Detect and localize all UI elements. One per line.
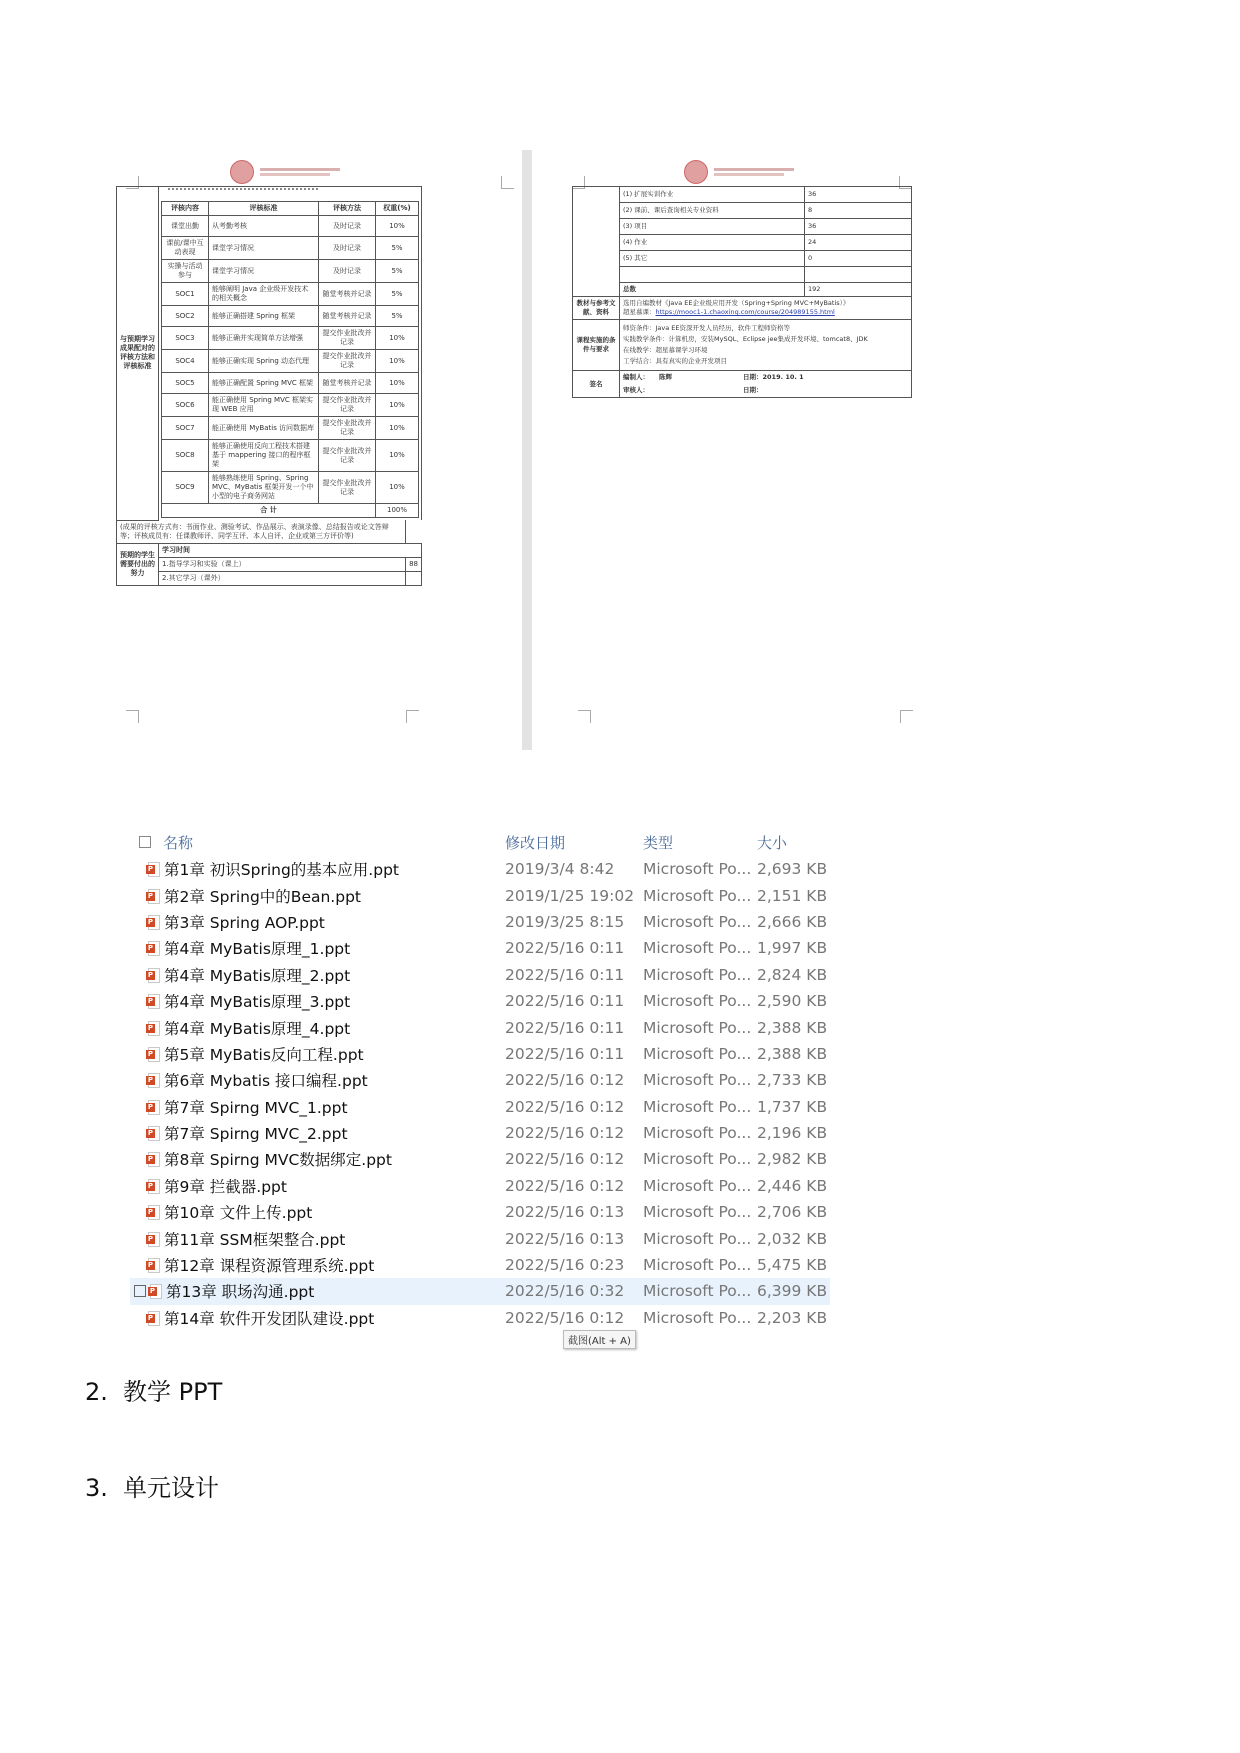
- assessment-row: [162, 260, 419, 283]
- assessment-row: [162, 216, 419, 237]
- sign-cell: [620, 371, 912, 398]
- hours-item: [620, 267, 805, 283]
- file-row[interactable]: [130, 1041, 830, 1067]
- assessment-row: [162, 417, 419, 440]
- file-name-cell[interactable]: [130, 1096, 505, 1118]
- ppt-file-icon: P: [146, 862, 160, 876]
- hours-blank-label: [573, 187, 620, 297]
- ppt-file-icon: P: [146, 1232, 160, 1246]
- hours-value: [805, 267, 912, 283]
- assessment-cell: 课堂学习情况: [209, 237, 319, 260]
- file-date: 2022/5/16 0:11: [505, 992, 625, 1011]
- file-size: 6,399 KB: [757, 1282, 828, 1301]
- file-name-cell[interactable]: [130, 1201, 505, 1223]
- file-name-cell[interactable]: [130, 1254, 505, 1276]
- file-name: 第12章 课程资源管理系统.ppt: [164, 1257, 375, 1276]
- hours-value: 36: [805, 219, 912, 235]
- file-size: 1,997 KB: [757, 939, 828, 958]
- document-preview: [120, 150, 920, 750]
- assessment-cell: 实操与活动参与: [162, 260, 209, 283]
- mooc-link: https://mooc1-1.chaoxing.com/course/204989155.html: [655, 308, 835, 316]
- assessment-cell: 提交作业批改并记录: [319, 417, 376, 440]
- effort-row-label: 1.指导学习和实验（课上）: [159, 557, 406, 571]
- file-size: 2,824 KB: [757, 965, 828, 984]
- file-name-cell[interactable]: [130, 1148, 505, 1170]
- assessment-cell: 能正确使用 MyBatis 访问数据库: [209, 417, 319, 440]
- file-type: Microsoft Po...: [643, 912, 752, 931]
- hours-item: (4) 作业: [620, 235, 805, 251]
- file-type: Microsoft Po...: [643, 860, 752, 879]
- file-row[interactable]: [130, 1225, 830, 1251]
- column-size-header[interactable]: 大小: [757, 833, 788, 852]
- assessment-cell: 从考勤考核: [209, 216, 319, 237]
- file-name: 第10章 文件上传.ppt: [164, 1204, 313, 1223]
- sign-label: 签名: [573, 371, 620, 398]
- materials-cell: [620, 297, 912, 320]
- assessment-cell: SOC8: [162, 440, 209, 472]
- file-name: 第7章 Spirng MVC_1.ppt: [164, 1098, 348, 1117]
- ppt-file-icon: P: [146, 1152, 160, 1166]
- ppt-file-icon: P: [146, 1205, 160, 1219]
- file-row[interactable]: [130, 1014, 830, 1040]
- file-row[interactable]: [130, 1067, 830, 1093]
- date-value: 2019. 10. 1: [762, 373, 804, 381]
- file-date: 2022/5/16 0:12: [505, 1150, 625, 1169]
- file-name-cell[interactable]: [130, 885, 505, 907]
- file-type: Microsoft Po...: [643, 1203, 752, 1222]
- assessment-cell: 10%: [376, 216, 419, 237]
- file-size: 2,446 KB: [757, 1176, 828, 1195]
- file-size: 2,693 KB: [757, 860, 828, 879]
- file-name: 第13章 职场沟通.ppt: [166, 1283, 315, 1302]
- ppt-file-icon: P: [146, 941, 160, 955]
- reviewer-label: 审核人：: [623, 386, 649, 394]
- hours-item: (3) 项目: [620, 219, 805, 235]
- file-type: Microsoft Po...: [643, 1097, 752, 1116]
- section-heading-ppt: [85, 1372, 222, 1407]
- file-type: Microsoft Po...: [643, 992, 752, 1011]
- file-date: 2022/5/16 0:23: [505, 1256, 625, 1275]
- effort-row-label: 2.其它学习（课外）: [159, 571, 406, 585]
- file-name-cell[interactable]: [130, 964, 505, 986]
- assessment-cell: 提交作业批改并记录: [319, 440, 376, 472]
- ppt-file-icon: P: [146, 1073, 160, 1087]
- assessment-row: [162, 394, 419, 417]
- file-type: Microsoft Po...: [643, 1229, 752, 1248]
- file-date: 2022/5/16 0:12: [505, 1176, 625, 1195]
- hours-value: 8: [805, 203, 912, 219]
- heading-number: 2.: [85, 1378, 108, 1406]
- assessment-cell: 课堂学习情况: [209, 260, 319, 283]
- file-type: Microsoft Po...: [643, 1282, 752, 1301]
- file-list: [130, 828, 830, 1331]
- assessment-row: [162, 327, 419, 350]
- hours-total-value: 192: [805, 283, 912, 297]
- heading-text: 教学 PPT: [123, 1378, 223, 1406]
- assessment-cell: 10%: [376, 440, 419, 472]
- doc-page-right: [572, 150, 912, 750]
- file-row[interactable]: [130, 1146, 830, 1172]
- file-name-cell[interactable]: [130, 1307, 505, 1329]
- assessment-cell: 课堂出勤: [162, 216, 209, 237]
- page-corner-mark: [578, 710, 591, 723]
- file-row[interactable]: [130, 988, 830, 1014]
- file-row[interactable]: [130, 935, 830, 961]
- assessment-cell: 5%: [376, 237, 419, 260]
- file-row[interactable]: [130, 1173, 830, 1199]
- page-divider: [522, 150, 532, 750]
- assessment-cell: 提交作业批改并记录: [319, 327, 376, 350]
- materials-label: 教材与参考文献、资料: [573, 297, 620, 320]
- file-name: 第4章 MyBatis原理_2.ppt: [164, 966, 351, 985]
- effort-row-value: 88: [406, 557, 422, 571]
- ppt-file-icon: P: [146, 1179, 160, 1193]
- file-date: 2019/3/4 8:42: [505, 860, 615, 879]
- assessment-row: [162, 350, 419, 373]
- file-date: 2022/5/16 0:11: [505, 939, 625, 958]
- assessment-cell: 及时记录: [319, 237, 376, 260]
- file-type: Microsoft Po...: [643, 965, 752, 984]
- file-size: 2,590 KB: [757, 992, 828, 1011]
- doc-page-left: [120, 150, 520, 750]
- file-type: Microsoft Po...: [643, 1176, 752, 1195]
- col-header: 评核内容: [162, 202, 209, 216]
- condition-line: 在线教学：超星慕课学习环境: [623, 346, 708, 354]
- file-date: 2022/5/16 0:12: [505, 1097, 625, 1116]
- ppt-file-icon: P: [148, 1284, 162, 1298]
- col-header: 权重(%): [376, 202, 419, 216]
- file-type: Microsoft Po...: [643, 1308, 752, 1327]
- file-type: Microsoft Po...: [643, 939, 752, 958]
- file-name-cell[interactable]: [130, 1069, 505, 1091]
- assessment-cell: SOC3: [162, 327, 209, 350]
- file-size: 2,196 KB: [757, 1124, 828, 1143]
- page-corner-mark: [900, 710, 913, 723]
- date-label: 日期：: [743, 373, 763, 381]
- file-name-cell[interactable]: [130, 1175, 505, 1197]
- mooc-label: 超星慕课：: [623, 308, 656, 316]
- column-name-label: 名称: [163, 833, 194, 852]
- file-date: 2022/5/16 0:12: [505, 1308, 625, 1327]
- page-corner-mark: [126, 710, 139, 723]
- logo-text: [714, 168, 794, 176]
- file-type: Microsoft Po...: [643, 1124, 752, 1143]
- file-name: 第4章 MyBatis原理_3.ppt: [164, 993, 351, 1012]
- conditions-label: 课程实施的条件与要求: [573, 320, 620, 371]
- row-checkbox[interactable]: [134, 1285, 146, 1297]
- effort-title: 学习时间: [159, 543, 422, 557]
- ppt-file-icon: P: [146, 1258, 160, 1272]
- file-size: 2,666 KB: [757, 912, 828, 931]
- file-name: 第3章 Spring AOP.ppt: [164, 913, 325, 932]
- file-row[interactable]: [130, 1278, 830, 1304]
- assessment-cell: 10%: [376, 417, 419, 440]
- col-header: 评核方法: [319, 202, 376, 216]
- hours-value: 36: [805, 187, 912, 203]
- hours-table: [572, 186, 912, 398]
- assessment-cell: 及时记录: [319, 260, 376, 283]
- file-size: 2,982 KB: [757, 1150, 828, 1169]
- file-name: 第1章 初识Spring的基本应用.ppt: [164, 861, 399, 880]
- file-date: 2022/5/16 0:11: [505, 1044, 625, 1063]
- mooc-line: [623, 308, 908, 317]
- sign-line-author: [623, 373, 908, 382]
- heading-number: 3.: [85, 1474, 108, 1502]
- file-date: 2022/5/16 0:11: [505, 1018, 625, 1037]
- col-header: 评核标准: [209, 202, 319, 216]
- logo-text: [260, 168, 340, 176]
- assessment-row: [162, 283, 419, 306]
- assessment-row-label: 与预期学习成果配对的评核方法和评核标准: [117, 187, 159, 521]
- assessment-row: [162, 440, 419, 472]
- file-size: 2,151 KB: [757, 886, 828, 905]
- file-name-cell[interactable]: [130, 911, 505, 933]
- assessment-cell: SOC6: [162, 394, 209, 417]
- file-size: 2,388 KB: [757, 1044, 828, 1063]
- file-row[interactable]: [130, 1305, 830, 1331]
- ppt-file-icon: P: [146, 994, 160, 1008]
- ppt-file-icon: P: [146, 1311, 160, 1325]
- assessment-cell: 随堂考核并记录: [319, 373, 376, 394]
- file-row[interactable]: [130, 882, 830, 908]
- file-name: 第11章 SSM框架整合.ppt: [164, 1230, 346, 1249]
- file-name: 第8章 Spirng MVC数据绑定.ppt: [164, 1151, 392, 1170]
- file-rows: [130, 856, 830, 1331]
- review-date-label: 日期：: [743, 386, 763, 394]
- file-name: 第5章 MyBatis反向工程.ppt: [164, 1045, 364, 1064]
- hours-value: 24: [805, 235, 912, 251]
- file-type: Microsoft Po...: [643, 1256, 752, 1275]
- assessment-row: [162, 373, 419, 394]
- file-name-cell[interactable]: [130, 937, 505, 959]
- condition-line: 工学结合：具有真实的企业开发项目: [623, 357, 727, 365]
- assessment-cell: 能够正确配置 Spring MVC 框架: [209, 373, 319, 394]
- condition-line: 实践教学条件：计算机房，安装MySQL、Eclipse jee集成开发环境、tomcat8、JDK: [623, 335, 868, 343]
- hours-total-label: 总数: [620, 283, 805, 297]
- school-seal-icon: [230, 160, 254, 184]
- assessment-cell: 及时记录: [319, 216, 376, 237]
- assessment-cell: 10%: [376, 472, 419, 504]
- file-name-cell[interactable]: [130, 1122, 505, 1144]
- ppt-file-icon: P: [146, 1126, 160, 1140]
- materials-text: 选用自编教材《Java EE企业级应用开发（Spring+Spring MVC+MyBatis）》: [623, 299, 850, 307]
- assessment-cell: 10%: [376, 327, 419, 350]
- assessment-row: [162, 306, 419, 327]
- file-row[interactable]: [130, 1252, 830, 1278]
- file-list-header: [130, 828, 830, 856]
- file-name-cell[interactable]: [130, 1228, 505, 1250]
- assessment-note: (成果的评核方式有：书面作业、测验考试、作品展示、表演录像、总结报告或论文答辩等；评核成员有：任课教师评、同学互评、本人自评、企业或第三方评价等): [117, 520, 406, 543]
- file-date: 2019/1/25 19:02: [505, 886, 635, 905]
- file-size: 1,737 KB: [757, 1097, 828, 1116]
- file-name: 第7章 Spirng MVC_2.ppt: [164, 1125, 348, 1144]
- file-name: 第4章 MyBatis原理_4.ppt: [164, 1019, 351, 1038]
- total-label: 合 计: [162, 504, 376, 518]
- file-row[interactable]: [130, 856, 830, 882]
- assessment-cell: 能够阐明 Java 企业级开发技术的相关概念: [209, 283, 319, 306]
- file-type: Microsoft Po...: [643, 1018, 752, 1037]
- file-row[interactable]: [130, 962, 830, 988]
- assessment-cell: 10%: [376, 394, 419, 417]
- assessment-cell: 5%: [376, 260, 419, 283]
- file-type: Microsoft Po...: [643, 1071, 752, 1090]
- file-type: Microsoft Po...: [643, 1150, 752, 1169]
- file-date: 2022/5/16 0:12: [505, 1071, 625, 1090]
- effort-row-value: [406, 571, 422, 585]
- assessment-cell: 5%: [376, 306, 419, 327]
- author-label: 编制人：: [623, 373, 649, 381]
- file-date: 2022/5/16 0:11: [505, 965, 625, 984]
- ppt-file-icon: P: [146, 1100, 160, 1114]
- assessment-cell: SOC7: [162, 417, 209, 440]
- file-row[interactable]: [130, 1199, 830, 1225]
- file-date: 2019/3/25 8:15: [505, 912, 625, 931]
- file-name-cell[interactable]: [130, 1280, 505, 1302]
- file-size: 2,388 KB: [757, 1018, 828, 1037]
- assessment-cell: 能正确使用 Spring MVC 框架实现 WEB 应用: [209, 394, 319, 417]
- hours-value: 0: [805, 251, 912, 267]
- school-logo: [684, 160, 794, 184]
- ppt-file-icon: P: [146, 968, 160, 982]
- file-size: 5,475 KB: [757, 1256, 828, 1275]
- assessment-cell: 5%: [376, 283, 419, 306]
- assessment-row: [162, 472, 419, 504]
- assessment-cell: 10%: [376, 350, 419, 373]
- file-name: 第14章 软件开发团队建设.ppt: [164, 1309, 375, 1328]
- assessment-inner-table: [161, 201, 419, 518]
- assessment-cell: 10%: [376, 373, 419, 394]
- assessment-table: [116, 186, 422, 586]
- assessment-total-row: [162, 504, 419, 518]
- assessment-cell: 随堂考核并记录: [319, 283, 376, 306]
- condition-line: 师资条件：Java EE资深开发人员经历，软件工程师资格等: [623, 324, 791, 332]
- file-name-cell[interactable]: [130, 990, 505, 1012]
- file-name-cell[interactable]: [130, 1017, 505, 1039]
- effort-label: 预期的学生需要付出的努力: [117, 543, 159, 585]
- ppt-file-icon: P: [146, 915, 160, 929]
- assessment-cell: 提交作业批改并记录: [319, 394, 376, 417]
- file-date: 2022/5/16 0:13: [505, 1229, 625, 1248]
- assessment-cell: 随堂考核并记录: [319, 306, 376, 327]
- file-size: 2,032 KB: [757, 1229, 828, 1248]
- assessment-cell: SOC2: [162, 306, 209, 327]
- column-date-header[interactable]: 修改日期: [505, 833, 566, 852]
- assessment-cell: 提交作业批改并记录: [319, 472, 376, 504]
- total-value: 100%: [376, 504, 419, 518]
- file-size: 2,706 KB: [757, 1203, 828, 1222]
- hours-item: (5) 其它: [620, 251, 805, 267]
- page-corner-mark: [501, 176, 514, 189]
- ppt-file-icon: P: [146, 889, 160, 903]
- file-name-cell[interactable]: [130, 1043, 505, 1065]
- assessment-row: [162, 237, 419, 260]
- hours-item: (2) 课前、课后查询相关专业资料: [620, 203, 805, 219]
- ppt-file-icon: P: [146, 1021, 160, 1035]
- assessment-inner-area: [159, 187, 422, 521]
- author-name: 陈辉: [659, 373, 672, 381]
- file-size: 2,733 KB: [757, 1071, 828, 1090]
- file-row[interactable]: [130, 1094, 830, 1120]
- select-all-checkbox[interactable]: [139, 836, 151, 848]
- page-corner-mark: [406, 710, 419, 723]
- assessment-cell: SOC5: [162, 373, 209, 394]
- sign-line-reviewer: [623, 386, 908, 395]
- assessment-cell: 能够正确并实现简单方法增强: [209, 327, 319, 350]
- conditions-cell: [620, 320, 912, 371]
- column-type-header[interactable]: 类型: [643, 833, 674, 852]
- file-type: Microsoft Po...: [643, 1044, 752, 1063]
- section-heading-unit-design: [85, 1468, 219, 1503]
- file-date: 2022/5/16 0:12: [505, 1124, 625, 1143]
- column-name-header[interactable]: [130, 832, 505, 853]
- assessment-cell: SOC4: [162, 350, 209, 373]
- file-size: 2,203 KB: [757, 1308, 828, 1327]
- ppt-file-icon: P: [146, 1047, 160, 1061]
- heading-text: 单元设计: [123, 1474, 219, 1502]
- assessment-cell: 能够正确搭建 Spring 框架: [209, 306, 319, 327]
- school-seal-icon: [684, 160, 708, 184]
- assessment-cell: 提交作业批改并记录: [319, 350, 376, 373]
- file-name: 第9章 拦截器.ppt: [164, 1177, 287, 1196]
- assessment-cell: 能够熟练使用 Spring、Spring MVC、MyBatis 框架开发一个中小型的电子商务网站: [209, 472, 319, 504]
- file-name: 第2章 Spring中的Bean.ppt: [164, 887, 361, 906]
- school-logo: [230, 160, 340, 184]
- file-type: Microsoft Po...: [643, 886, 752, 905]
- assessment-cell: SOC1: [162, 283, 209, 306]
- file-date: 2022/5/16 0:13: [505, 1203, 625, 1222]
- file-row[interactable]: [130, 1120, 830, 1146]
- screenshot-tooltip: 截图(Alt + A): [563, 1330, 636, 1349]
- file-name: 第4章 MyBatis原理_1.ppt: [164, 940, 351, 959]
- file-name-cell[interactable]: [130, 858, 505, 880]
- file-row[interactable]: [130, 909, 830, 935]
- hours-item: (1) 扩展实训作业: [620, 187, 805, 203]
- file-date: 2022/5/16 0:32: [505, 1282, 625, 1301]
- assessment-cell: 能够正确实现 Spring 动态代理: [209, 350, 319, 373]
- assessment-cell: 能够正确使用反向工程技术搭建基于 mappering 接口的程序框架: [209, 440, 319, 472]
- assessment-cell: 课前/课中互动表现: [162, 237, 209, 260]
- file-name: 第6章 Mybatis 接口编程.ppt: [164, 1072, 368, 1091]
- assessment-cell: SOC9: [162, 472, 209, 504]
